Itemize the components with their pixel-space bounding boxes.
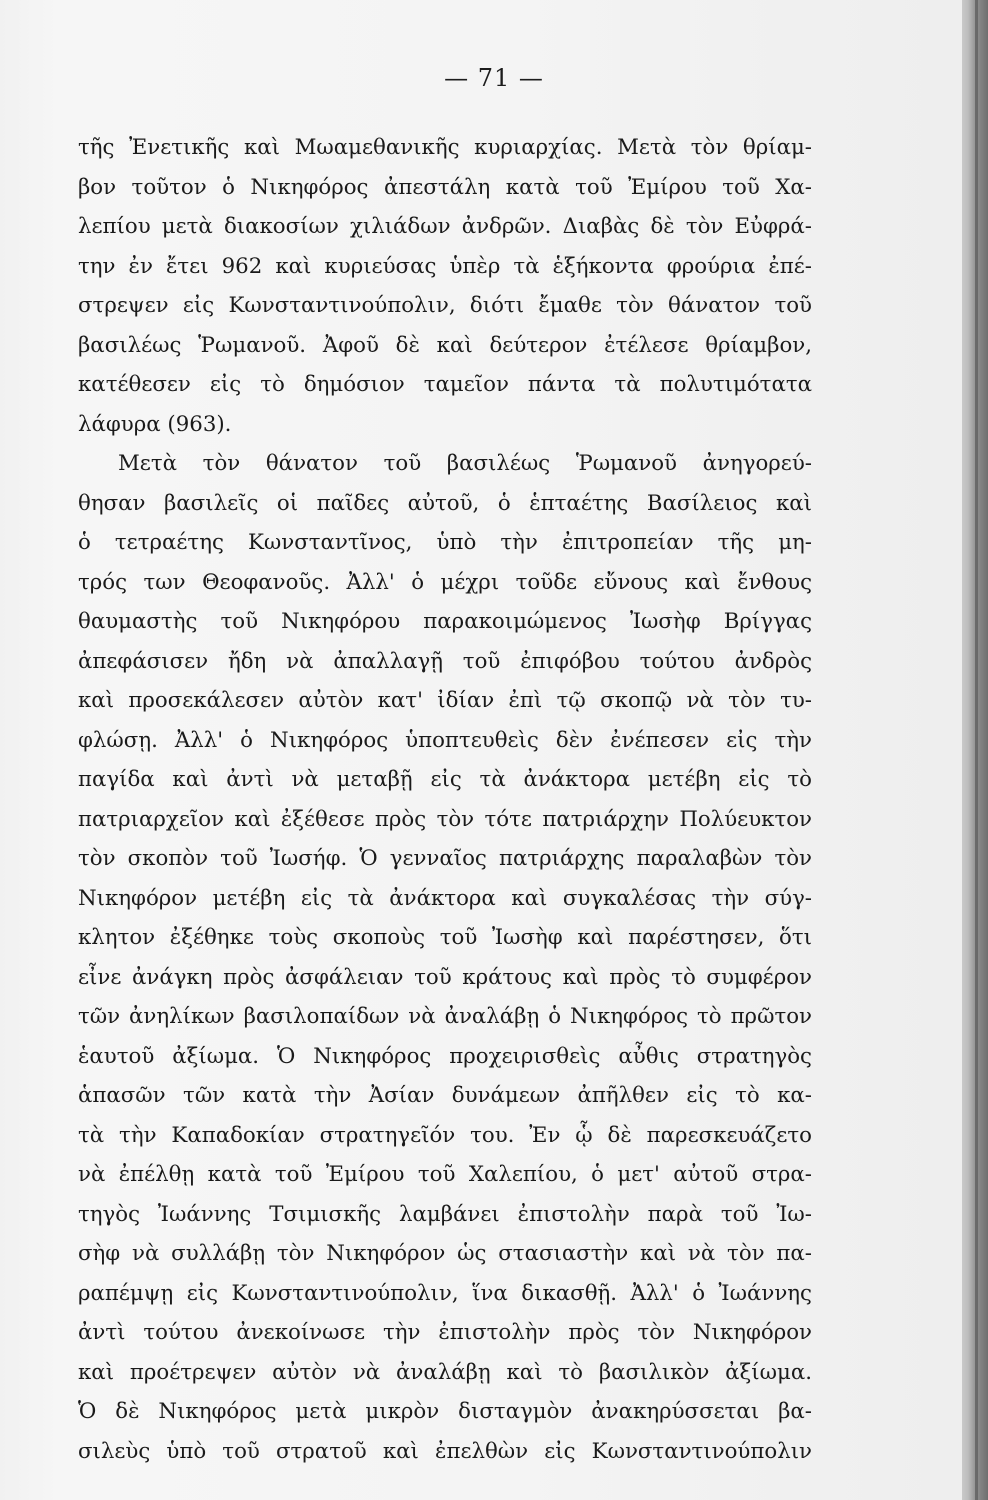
text-line: τῶν ἀνηλίκων βασιλοπαίδων νὰ ἀναλάβῃ ὁ Νικηφόρος τὸ πρῶτον (78, 1004, 812, 1029)
text-line: καὶ προσεκάλεσεν αὐτὸν κατ' ἰδίαν ἐπὶ τῷ σκοπῷ νὰ τὸν τυ- (78, 688, 812, 713)
paragraph-start-line: Μετὰ τὸν θάνατον τοῦ βασιλέως Ῥωμανοῦ ἀνηγορεύ- (118, 451, 812, 476)
text-line: σιλεὺς ὑπὸ τοῦ στρατοῦ καὶ ἐπελθὼν εἰς Κωνσταντινούπολιν (78, 1438, 812, 1464)
text-line: σὴφ νὰ συλλάβῃ τὸν Νικηφόρον ὡς στασιαστὴν καὶ νὰ τὸν πα- (78, 1241, 812, 1266)
text-line: κατέθεσεν εἰς τὸ δημόσιον ταμεῖον πάντα τὰ πολυτιμότατα (78, 372, 812, 397)
text-line: ραπέμψῃ εἰς Κωνσταντινούπολιν, ἵνα δικασθῇ. Ἀλλ' ὁ Ἰωάννης (78, 1280, 812, 1306)
text-line: καὶ προέτρεψεν αὐτὸν νὰ ἀναλάβῃ καὶ τὸ βασιλικὸν ἀξίωμα. (78, 1359, 812, 1385)
text-line: τὸν σκοπὸν τοῦ Ἰωσήφ. Ὁ γενναῖος πατριάρχης παραλαβὼν τὸν (78, 846, 812, 871)
text-line: Ὁ δὲ Νικηφόρος μετὰ μικρὸν δισταγμὸν ἀνακηρύσσεται βα- (78, 1399, 812, 1424)
text-line: τρός των Θεοφανοῦς. Ἀλλ' ὁ μέχρι τοῦδε εὔνους καὶ ἔνθους (78, 569, 812, 595)
text-line: φλώσῃ. Ἀλλ' ὁ Νικηφόρος ὑποπτευθεὶς δὲν ἐνέπεσεν εἰς τὴν (78, 727, 812, 753)
text-line: εἶνε ἀνάγκη πρὸς ἀσφάλειαν τοῦ κράτους καὶ πρὸς τὸ συμφέρον (78, 964, 812, 990)
text-line: ἁπασῶν τῶν κατὰ τὴν Ἀσίαν δυνάμεων ἀπῆλθεν εἰς τὸ κα- (78, 1083, 812, 1108)
page-number: — 71 — (444, 64, 544, 92)
text-line: ἑαυτοῦ ἀξίωμα. Ὁ Νικηφόρος προχειρισθεὶς αὖθις στρατηγὸς (78, 1043, 812, 1069)
body-text (78, 128, 812, 1471)
text-line: κλητον ἐξέθηκε τοὺς σκοποὺς τοῦ Ἰωσὴφ καὶ παρέστησεν, ὅτι (78, 925, 812, 950)
text-line: την ἐν ἔτει 962 καὶ κυριεύσας ὑπὲρ τὰ ἑξήκοντα φρούρια ἐπέ- (78, 253, 812, 279)
text-line: τὰ τὴν Καπαδοκίαν στρατηγεῖόν του. Ἐν ᾧ δὲ παρεσκευάζετο (78, 1122, 812, 1148)
text-line: βασιλέως Ῥωμανοῦ. Ἀφοῦ δὲ καὶ δεύτερον ἐτέλεσε θρίαμβον, (78, 332, 812, 358)
text-line: Νικηφόρον μετέβη εἰς τὰ ἀνάκτορα καὶ συγκαλέσας τὴν σύγ- (78, 885, 812, 911)
text-line: ὁ τετραέτης Κωνσταντῖνος, ὑπὸ τὴν ἐπιτροπείαν τῆς μη- (78, 530, 812, 555)
text-line: παγίδα καὶ ἀντὶ νὰ μεταβῇ εἰς τὰ ἀνάκτορα μετέβη εἰς τὸ (78, 767, 812, 792)
text-line: θαυμαστὴς τοῦ Νικηφόρου παρακοιμώμενος Ἰωσὴφ Βρίγγας (78, 609, 812, 634)
text-line: ἀντὶ τούτου ἀνεκοίνωσε τὴν ἐπιστολὴν πρὸς τὸν Νικηφόρον (78, 1320, 812, 1345)
text-line: τῆς Ἐνετικῆς καὶ Μωαμεθανικῆς κυριαρχίας. Μετὰ τὸν θρίαμ- (78, 135, 812, 160)
text-line: πατριαρχεῖον καὶ ἐξέθεσε πρὸς τὸν τότε πατριάρχην Πολύευκτον (78, 806, 812, 832)
text-line: λεπίου μετὰ διακοσίων χιλιάδων ἀνδρῶν. Διαβὰς δὲ τὸν Εὐφρά- (78, 214, 812, 239)
text-line: στρεψεν εἰς Κωνσταντινούπολιν, διότι ἔμαθε τὸν θάνατον τοῦ (78, 293, 812, 318)
text-line: θησαν βασιλεῖς οἱ παῖδες αὐτοῦ, ὁ ἑπταέτης Βασίλειος καὶ (78, 490, 812, 516)
text-line: λάφυρα (963). (78, 411, 232, 437)
text-line: βον τοῦτον ὁ Νικηφόρος ἀπεστάλη κατὰ τοῦ Ἐμίρου τοῦ Χα- (78, 174, 812, 200)
text-line: ἀπεφάσισεν ἤδη νὰ ἀπαλλαγῇ τοῦ ἐπιφόβου τούτου ἀνδρὸς (78, 648, 812, 674)
text-line: νὰ ἐπέλθῃ κατὰ τοῦ Ἐμίρου τοῦ Χαλεπίου, ὁ μετ' αὐτοῦ στρα- (78, 1162, 812, 1187)
page-edge-line (975, 0, 978, 1500)
text-line: τηγὸς Ἰωάννης Τσιμισκῆς λαμβάνει ἐπιστολὴν παρὰ τοῦ Ἰω- (78, 1201, 812, 1227)
